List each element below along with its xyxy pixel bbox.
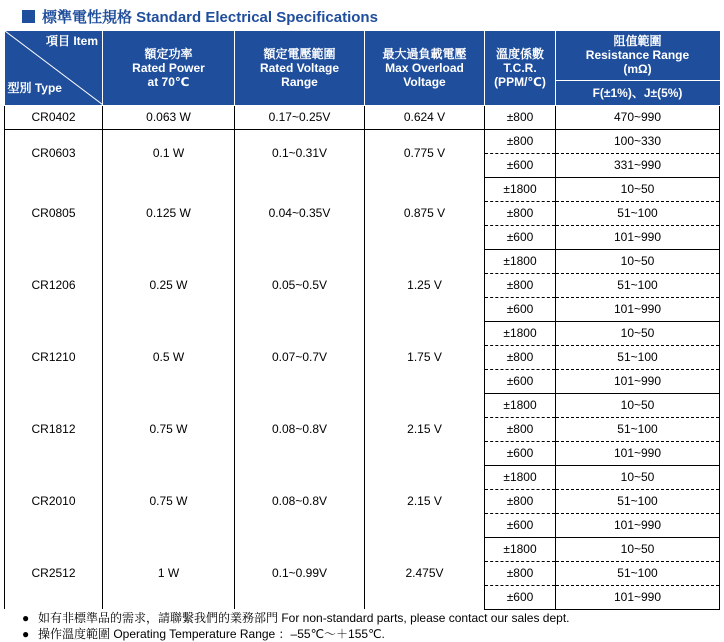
resistance-range-cell: 51~100 [556, 489, 720, 513]
table-row [5, 105, 720, 129]
resistance-range-cell: 51~100 [556, 273, 720, 297]
header-tcr-unit: (PPM/℃) [494, 74, 546, 89]
header-tolerance: F(±1%)、J±(5%) [556, 80, 720, 105]
resistance-range-cell: 101~990 [556, 225, 720, 249]
type-cell: CR0603 [5, 129, 103, 177]
header-voltage-en: Rated Voltage [259, 60, 340, 75]
max-overload-cell: 2.15 V [365, 465, 485, 537]
tcr-cell: ±600 [485, 369, 556, 393]
resistance-range-cell: 51~100 [556, 561, 720, 585]
tcr-cell: ±800 [485, 417, 556, 441]
tcr-cell: ±600 [485, 225, 556, 249]
max-overload-cell: 2.15 V [365, 393, 485, 465]
header-tcr-zh: 溫度係數 [495, 46, 544, 61]
header-tcr-en: T.C.R. [503, 60, 537, 75]
rated-voltage-cell: 0.04~0.35V [235, 177, 365, 249]
footnote-temperature [22, 627, 385, 641]
type-cell: CR1210 [5, 321, 103, 393]
rated-voltage-cell: 0.05~0.5V [235, 249, 365, 321]
footnote-text: 如有非標準品的需求，請聯繫我們的業務部門 For non-standard parts, please contact our sales dept. [38, 611, 570, 625]
header-resistance-zh: 阻值範圍 [613, 34, 662, 49]
title-square-icon [22, 10, 35, 23]
header-max-overload [365, 31, 485, 105]
table-header [5, 31, 720, 105]
footnote-text: 操作溫度範圍 Operating Temperature Range ：–55℃～＋155℃. [38, 627, 385, 641]
tcr-cell: ±800 [485, 561, 556, 585]
header-resistance-unit: (mΩ) [623, 62, 652, 77]
rated-power-cell: 0.25 W [103, 249, 235, 321]
rated-voltage-cell: 0.07~0.7V [235, 321, 365, 393]
header-rated-power [103, 31, 235, 105]
type-cell: CR1812 [5, 393, 103, 465]
table-row [5, 129, 720, 153]
table-body [5, 105, 720, 609]
header-type-label: 型別 Type [7, 80, 62, 95]
table-row [5, 537, 720, 561]
rated-power-cell: 0.75 W [103, 465, 235, 537]
resistance-range-cell: 101~990 [556, 369, 720, 393]
header-overload-zh: 最大過負載電壓 [382, 46, 467, 61]
resistance-range-cell: 51~100 [556, 201, 720, 225]
resistance-range-cell: 101~990 [556, 441, 720, 465]
rated-voltage-cell: 0.08~0.8V [235, 393, 365, 465]
type-cell: CR1206 [5, 249, 103, 321]
type-cell: CR2010 [5, 465, 103, 537]
tcr-cell: ±1800 [485, 177, 556, 201]
table-row [5, 321, 720, 345]
title-text: 標準電性規格 Standard Electrical Specifications [42, 8, 378, 26]
tcr-cell: ±1800 [485, 321, 556, 345]
tcr-cell: ±800 [485, 129, 556, 153]
resistance-range-cell: 100~330 [556, 129, 720, 153]
type-cell: CR0402 [5, 105, 103, 129]
header-item-type [5, 31, 103, 105]
header-tcr [485, 31, 556, 105]
header-resistance-en: Resistance Range [585, 48, 690, 63]
header-rated-voltage [235, 31, 365, 105]
tcr-cell: ±1800 [485, 249, 556, 273]
tcr-cell: ±600 [485, 441, 556, 465]
resistance-range-cell: 470~990 [556, 105, 720, 129]
max-overload-cell: 0.624 V [365, 105, 485, 129]
tcr-cell: ±600 [485, 513, 556, 537]
header-resistance-range [556, 31, 720, 80]
header-item-label: 項目 Item [45, 34, 98, 48]
spec-table [4, 31, 720, 610]
table-row [5, 393, 720, 417]
rated-power-cell: 0.063 W [103, 105, 235, 129]
tcr-cell: ±1800 [485, 465, 556, 489]
bullet-icon: ● [22, 627, 30, 641]
header-power-en: Rated Power [132, 60, 205, 75]
tcr-cell: ±600 [485, 585, 556, 609]
rated-voltage-cell: 0.08~0.8V [235, 465, 365, 537]
header-overload-voltage: Voltage [403, 74, 446, 89]
rated-power-cell: 0.125 W [103, 177, 235, 249]
rated-power-cell: 0.75 W [103, 393, 235, 465]
max-overload-cell: 0.875 V [365, 177, 485, 249]
resistance-range-cell: 10~50 [556, 393, 720, 417]
resistance-range-cell: 10~50 [556, 177, 720, 201]
max-overload-cell: 0.775 V [365, 129, 485, 177]
header-voltage-range: Range [281, 74, 318, 89]
bullet-icon: ● [22, 611, 30, 625]
resistance-range-cell: 331~990 [556, 153, 720, 177]
tcr-cell: ±800 [485, 105, 556, 129]
tcr-cell: ±800 [485, 273, 556, 297]
table-row [5, 465, 720, 489]
max-overload-cell: 2.475V [365, 537, 485, 609]
resistance-range-cell: 10~50 [556, 321, 720, 345]
page-title [22, 6, 378, 26]
type-cell: CR0805 [5, 177, 103, 249]
resistance-range-cell: 10~50 [556, 249, 720, 273]
resistance-range-cell: 101~990 [556, 585, 720, 609]
header-overload-en: Max Overload [385, 60, 464, 75]
resistance-range-cell: 10~50 [556, 537, 720, 561]
tcr-cell: ±600 [485, 297, 556, 321]
max-overload-cell: 1.75 V [365, 321, 485, 393]
tcr-cell: ±1800 [485, 393, 556, 417]
header-power-zh: 額定功率 [144, 46, 193, 61]
type-cell: CR2512 [5, 537, 103, 609]
tcr-cell: ±800 [485, 345, 556, 369]
tcr-cell: ±600 [485, 153, 556, 177]
header-voltage-zh: 額定電壓範圍 [263, 46, 336, 61]
resistance-range-cell: 101~990 [556, 513, 720, 537]
table-row [5, 177, 720, 201]
tcr-cell: ±800 [485, 201, 556, 225]
table-row [5, 249, 720, 273]
resistance-range-cell: 101~990 [556, 297, 720, 321]
tcr-cell: ±1800 [485, 537, 556, 561]
rated-voltage-cell: 0.1~0.99V [235, 537, 365, 609]
header-power-cond: at 70℃ [147, 74, 190, 89]
rated-voltage-cell: 0.1~0.31V [235, 129, 365, 177]
tcr-cell: ±800 [485, 489, 556, 513]
resistance-range-cell: 51~100 [556, 417, 720, 441]
max-overload-cell: 1.25 V [365, 249, 485, 321]
resistance-range-cell: 10~50 [556, 465, 720, 489]
footnote-nonstandard [22, 611, 570, 625]
rated-power-cell: 0.1 W [103, 129, 235, 177]
rated-voltage-cell: 0.17~0.25V [235, 105, 365, 129]
rated-power-cell: 1 W [103, 537, 235, 609]
rated-power-cell: 0.5 W [103, 321, 235, 393]
resistance-range-cell: 51~100 [556, 345, 720, 369]
